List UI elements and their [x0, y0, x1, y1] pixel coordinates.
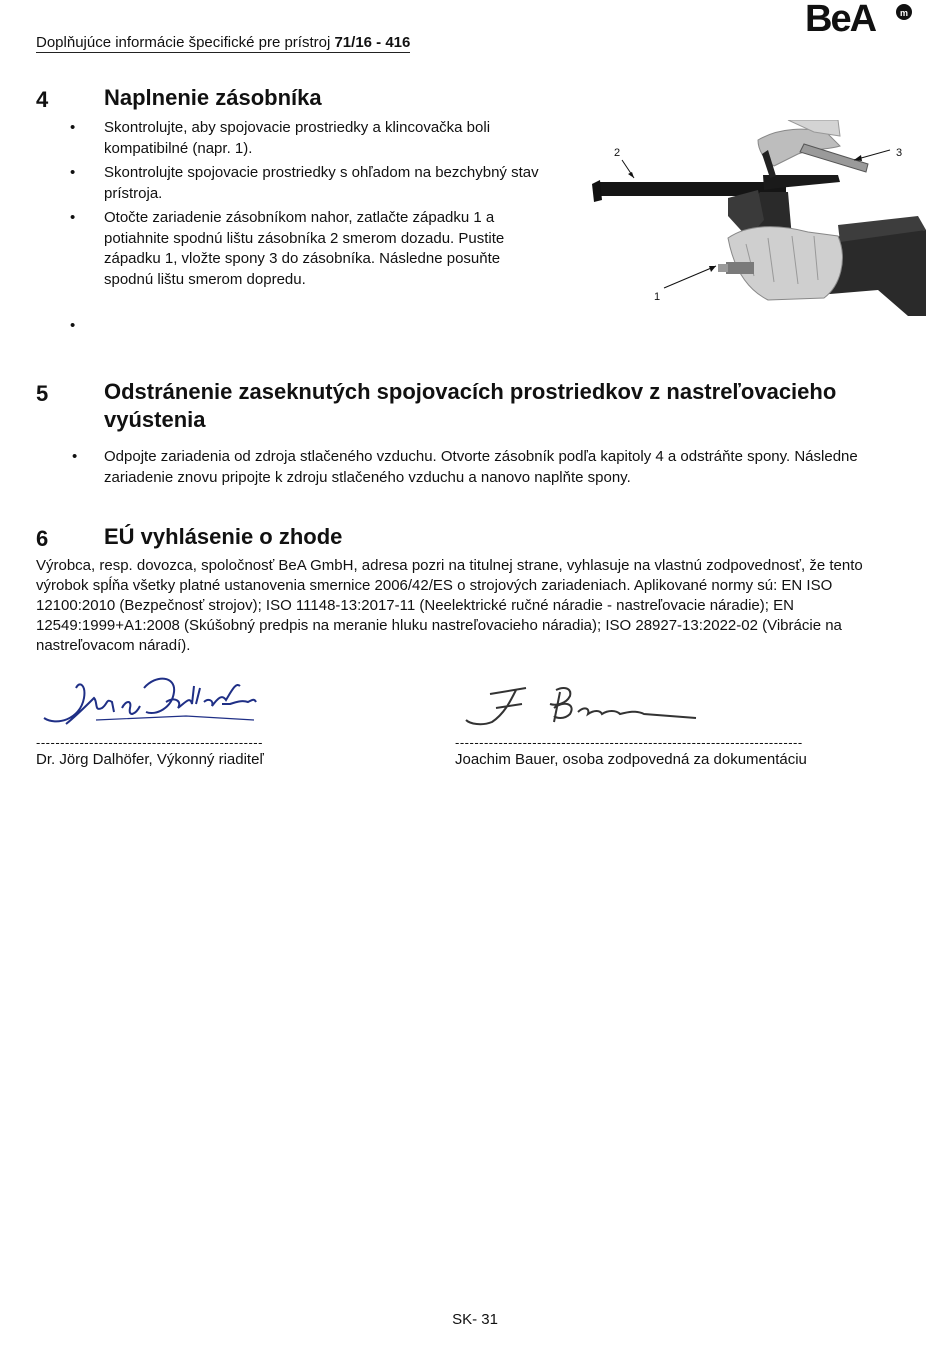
list-item-text: Otočte zariadenie zásobníkom nahor, zatlačte západku 1 a potiahnite spodnú lištu zásobníka 2 smerom dozadu. Pustite západku 1, vložte spony 3 do zásobníka. Následne posuňte spodnú lištu smerom dopredu. [104, 209, 505, 288]
signatory-right-name: Joachim Bauer, osoba zodpovedná za dokumentáciu [455, 751, 807, 768]
section-5-list [62, 447, 882, 492]
section-6-number: 6 [36, 526, 49, 551]
stapler-magazine-photo [578, 120, 926, 316]
header-model-number: 71/16 - 416 [334, 34, 411, 51]
bullet-icon: • [72, 448, 78, 465]
handwritten-signature-bauer [460, 682, 705, 732]
list-item [62, 447, 882, 488]
bullet-icon: • [70, 119, 76, 136]
signature-right [460, 682, 705, 732]
list-item-text: Odpojte zariadenia od zdroja stlačeného vzduchu. Otvorte zásobník podľa kapitoly 4 a odstráňte spony. Následne zariadenie znovu pripojte k zdroju stlačeného vzduchu a nanovo naplňte spony. [104, 448, 858, 486]
bea-logo [805, 0, 915, 34]
stapler-illustration [578, 120, 926, 316]
page-header-title [36, 34, 410, 53]
bea-logo-graphic [805, 0, 915, 34]
signatory-left-name: Dr. Jörg Dalhöfer, Výkonný riaditeľ [36, 751, 264, 768]
signature-line-right: ------------------------------------------------------------------------ [455, 735, 803, 750]
svg-text:BeA: BeA [805, 0, 876, 34]
bullet-icon: • [70, 209, 76, 226]
list-item [62, 163, 552, 204]
signature-left [36, 668, 266, 736]
section-5-title: Odstránenie zaseknutých spojovacích prostriedkov z nastreľovacieho vyústenia [104, 379, 837, 432]
section-4-number: 4 [36, 87, 49, 112]
section-4-list [62, 118, 552, 334]
list-item [62, 118, 552, 159]
list-item-text: Skontrolujte spojovacie prostriedky s ohľadom na bezchybný stav prístroja. [104, 164, 539, 202]
list-item [62, 208, 552, 290]
section-6-title: EÚ vyhlásenie o zhode [104, 524, 343, 549]
bullet-icon: • [70, 164, 76, 181]
conformity-declaration-text: Výrobca, resp. dovozca, spoločnosť BeA GmbH, adresa pozri na titulnej strane, vyhlasuje na vlastnú zodpovednosť, že tento výrobok spĺňa všetky platné ustanovenia smernice 2006/42/ES o strojových zariadeniach. Aplikované normy sú: EN ISO 12100:2010 (Bezpečnosť strojov); ISO 11148-13:2017-11 (Neelektrické ručné náradie - nastreľovacie náradie); EN 12549:1999+A1:2008 (Skúšobný predpis na meranie hluku nastreľovacieho náradia); ISO 28927-13:2022-02 (Vibrácie na nastreľovacom náradí). [36, 557, 863, 654]
page-number: SK- 31 [452, 1311, 498, 1328]
section-4-title: Naplnenie zásobníka [104, 85, 322, 110]
figure-label-1: 1 [654, 291, 661, 303]
section-5-number: 5 [36, 381, 49, 406]
figure-label-2: 2 [614, 147, 621, 159]
figure-label-3: 3 [896, 147, 903, 159]
list-item-text: Skontrolujte, aby spojovacie prostriedky a klincovačka boli kompatibilné (napr. 1). [104, 119, 491, 157]
svg-text:m: m [900, 8, 909, 18]
signature-line-left: ----------------------------------------------- [36, 735, 263, 750]
bullet-icon: • [70, 317, 76, 334]
header-title-prefix: Doplňujúce informácie špecifické pre prístroj [36, 34, 335, 51]
handwritten-signature-dalhoefer [36, 668, 266, 736]
